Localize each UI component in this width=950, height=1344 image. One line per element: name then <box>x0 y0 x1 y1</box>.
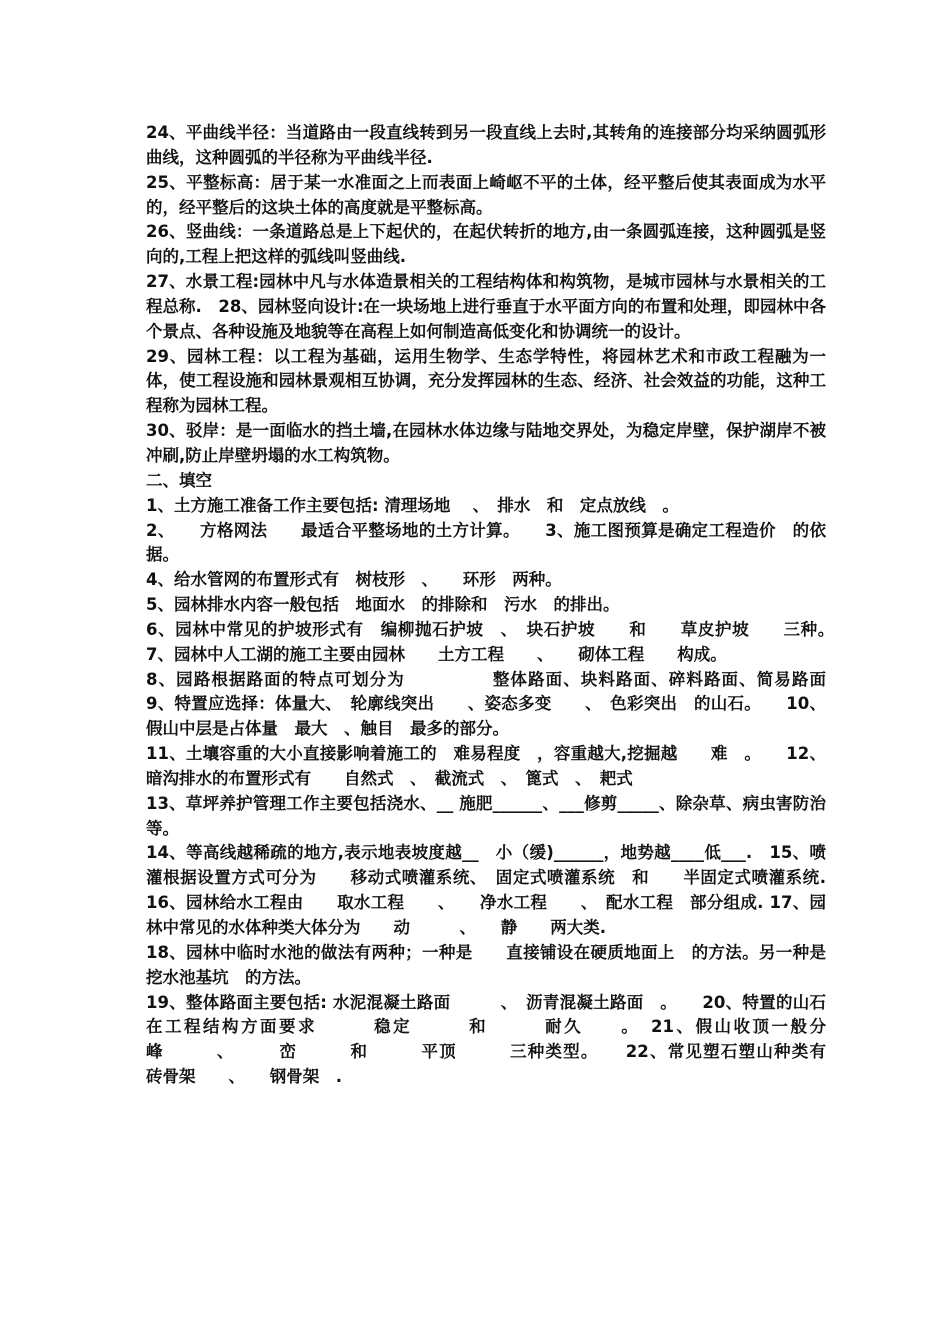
fill-in-item: 5、园林排水内容一般包括 地面水 的排除和 污水 的排出。 <box>146 595 620 615</box>
fill-in-item: 4、给水管网的布置形式有 树枝形 、 环形 两种。 <box>146 570 562 590</box>
fill-in-item: 2、 方格网法 最适合平整场地的土方计算。 3、施工图预算是确定工程造价 的依据。 <box>146 520 826 565</box>
definition-landscape-engineering: 29、园林工程：以工程为基础，运用生物学、生态学特性，将园林艺术和市政工程融为一体，使工程设施和园林景观相互协调，充分发挥园林的生态、经济、社会效益的功能，这种工程称为园林工程。 <box>146 346 826 416</box>
fill-in-item: 13、草坪养护管理工作主要包括浇水、__ 施肥______、___修剪_____、除杂草、病虫害防治等。 <box>146 793 826 838</box>
fill-in-item: 8、园路根据路面的特点可划分为 整体路面、块料路面、碎料路面、简易路面 9、特置应选择：体量大、 轮廓线突出 、姿态多变 、 色彩突出 的山石。 10、假山中层是占体量 最大 、触目 最多的部分。 <box>146 669 859 739</box>
fill-in-item: 1、土方施工准备工作主要包括: 清理场地 、 排水 和 定点放线 。 <box>146 495 679 515</box>
fill-in-item: 6、园林中常见的护坡形式有 编柳抛石护坡 、 块石护坡 和 草皮护坡 三种。 7、园林中人工湖的施工主要由园林 土方工程 、 砌体工程 构成。 <box>146 619 859 664</box>
fill-in-item: 11、土壤容重的大小直接影响着施工的 难易程度 ，容重越大,挖掘越 难 。 12、暗沟排水的布置形式有 自然式 、 截流式 、 篦式 、 耙式 <box>146 744 826 788</box>
definition-leveling-elevation: 25、平整标高：居于某一水准面之上而表面上崎岖不平的土体，经平整后使其表面成为水平的，经平整后的这块土体的高度就是平整标高。 <box>146 172 826 217</box>
section-heading-fill-in: 二、填空 <box>146 470 212 490</box>
definition-vertical-curve: 26、竖曲线：一条道路总是上下起伏的，在起伏转折的地方,由一条圆弧连接，这种圆弧是竖向的,工程上把这样的弧线叫竖曲线. <box>146 222 826 267</box>
definition-waterscape-engineering: 27、水景工程:园林中凡与水体造景相关的工程结构体和构筑物，是城市园林与水景相关的工程总称. 28、园林竖向设计:在一块场地上进行垂直于水平面方向的布置和处理，即园林中各个景点、各种设施及地貌等在高程上如何制造高低变化和协调统一的设计。 <box>146 272 826 341</box>
document-body <box>146 121 876 1090</box>
definition-revetment: 30、驳岸：是一面临水的挡土墙,在园林水体边缘与陆地交界处，为稳定岸壁，保护湖岸不被冲刷,防止岸壁坍塌的水工构筑物。 <box>146 421 826 465</box>
fill-in-item: 14、等高线越稀疏的地方,表示地表坡度越__ 小（缓)______，地势越____低___. 15、喷灌根据设置方式可分为 移动式喷灌系统、 固定式喷灌系统 和 半固定式喷灌系统. 16、园林给水工程由 取水工程 、 净水工程 、 配水工程 部分组成. 17、园林中常见的水体种类大体分为 动 、 静 两大类. <box>146 843 843 937</box>
fill-in-item: 18、园林中临时水池的做法有两种；一种是 直接铺设在硬质地面上 的方法。另一种是 挖水池基坑 的方法。 <box>146 942 876 987</box>
fill-in-item: 19、整体路面主要包括: 水泥混凝土路面 、 沥青混凝土路面 。 20、特置的山石在工程结构方面要求 稳定 和 耐久 。 21、假山收顶一般分 峰 、 峦 和 平顶 三种类型。 22、常见塑石塑山种类有 砖骨架 、 钢骨架 . <box>146 992 876 1087</box>
definition-radius-of-horizontal-curve: 24、平曲线半径：当道路由一段直线转到另一段直线上去时,其转角的连接部分均采纳圆弧形曲线，这种圆弧的半径称为平曲线半径. <box>146 123 826 167</box>
